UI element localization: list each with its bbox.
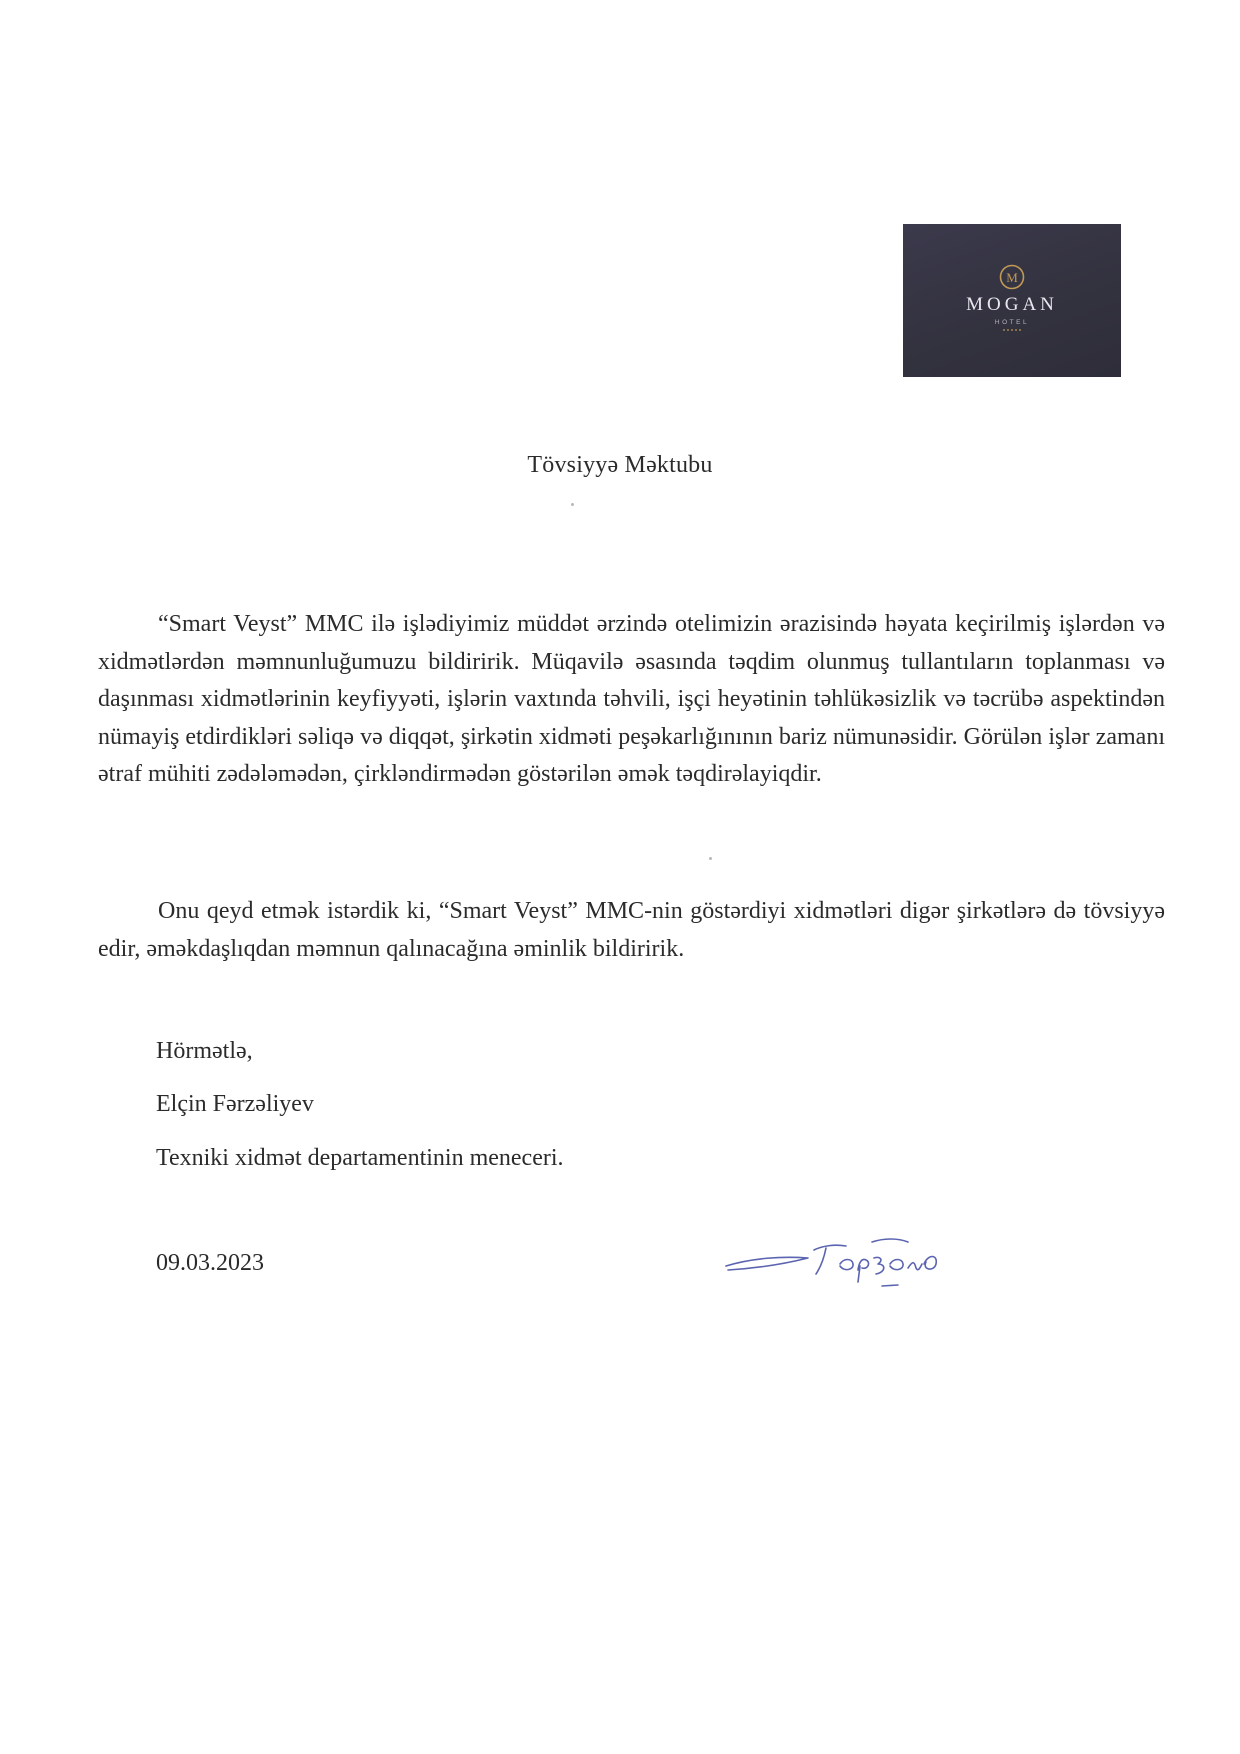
logo-subtitle: HOTEL bbox=[994, 319, 1030, 326]
handwritten-signature bbox=[722, 1228, 952, 1298]
logo-stars bbox=[1003, 329, 1021, 331]
signer-position: Texniki xidmət departamentinin meneceri. bbox=[156, 1145, 564, 1171]
body-paragraph-1: “Smart Veyst” MMC ilə işlədiyimiz müddət ərzində otelimizin ərazisində həyata keçirilmiş işlərdən və xidmətlərdən məmnunluğumuzu bildiririk. Müqavilə əsasında təqdim olunmuş tullantıların toplanması və daşınması xidmətlərinin keyfiyyəti, işlərin vaxtında təhvili, işçi heyətinin təhlükəsizlik və təcrübə aspektindən nümayiş etdirdikləri səliqə və diqqət, şirkətin xidməti peşəkarlığınının bariz nümunəsidir. Görülən işlər zamanı ətraf mühiti zədələmədən, çirkləndirmədən göstərilən əmək təqdirəlayiqdir. bbox=[98, 611, 1165, 788]
scan-speck bbox=[709, 857, 712, 860]
letter-title: Tövsiyyə Məktubu bbox=[527, 452, 713, 478]
logo-graphic bbox=[903, 224, 1121, 377]
closing-salutation: Hörmətlə, bbox=[156, 1038, 253, 1064]
signer-name: Elçin Fərzəliyev bbox=[156, 1091, 314, 1117]
logo-name: MOGAN bbox=[966, 294, 1058, 315]
hotel-logo bbox=[903, 224, 1121, 377]
logo-monogram: M bbox=[1006, 270, 1018, 285]
letter-date: 09.03.2023 bbox=[156, 1250, 264, 1276]
body-paragraph-2: Onu qeyd etmək istərdik ki, “Smart Veyst” MMC-nin göstərdiyi xidmətləri digər şirkətlərə də tövsiyyə edir, əməkdaşlıqdan məmnun qalınacağına əminlik bildiririk. bbox=[98, 898, 1165, 962]
scan-speck bbox=[571, 503, 574, 506]
